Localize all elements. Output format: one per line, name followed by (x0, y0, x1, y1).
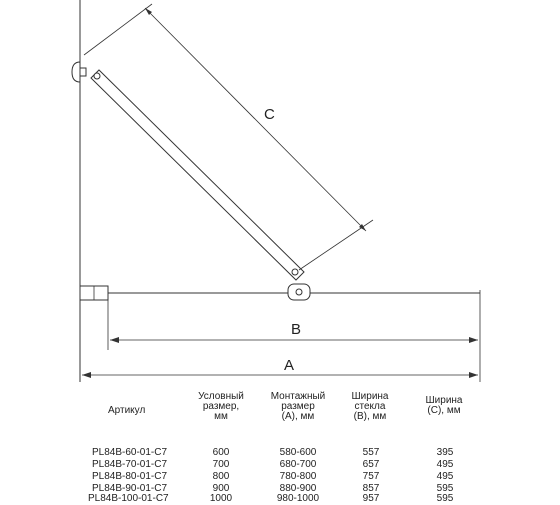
header-nominal-size: Условный размер, мм (198, 391, 244, 422)
cell-article: PL84B-80-01-C7 (92, 471, 168, 482)
cell-nominal: 1000 (209, 493, 233, 504)
cell-nominal: 800 (212, 471, 230, 482)
cell-width-c: 595 (436, 483, 454, 494)
dimension-a-label: A (284, 357, 295, 374)
cell-glass: 957 (362, 493, 380, 504)
dimension-c (84, 4, 373, 270)
cell-nominal: 900 (212, 483, 230, 494)
header-mounting-size: Монтажный размер (А), мм (270, 391, 326, 422)
cell-width-c: 495 (436, 459, 454, 470)
bottom-wall-profile (80, 286, 108, 300)
dimension-c-label: C (264, 106, 275, 123)
cell-article: PL84B-100-01-C7 (88, 493, 169, 504)
cell-width-c: 395 (436, 447, 454, 458)
cell-glass: 757 (362, 471, 380, 482)
dimension-b-label: B (291, 321, 302, 338)
cell-nominal: 700 (212, 459, 230, 470)
cell-width-c: 495 (436, 471, 454, 482)
cell-glass: 557 (362, 447, 380, 458)
cell-glass: 857 (362, 483, 380, 494)
cell-mounting: 680-700 (279, 459, 317, 470)
cell-mounting: 880-900 (279, 483, 317, 494)
cell-mounting: 780-800 (279, 471, 317, 482)
cell-article: PL84B-60-01-C7 (92, 447, 168, 458)
cell-article: PL84B-90-01-C7 (92, 483, 168, 494)
cell-mounting: 580-600 (279, 447, 317, 458)
bottom-hinge (288, 284, 310, 300)
header-article: Артикул (108, 405, 146, 416)
header-width-c: Ширина (С), мм (425, 395, 463, 416)
header-glass-width: Ширина стекла (В), мм (351, 391, 389, 422)
top-wall-hinge (72, 62, 86, 82)
cell-glass: 657 (362, 459, 380, 470)
open-door-panel (91, 70, 304, 280)
cell-width-c: 595 (436, 493, 454, 504)
cell-article: PL84B-70-01-C7 (92, 459, 168, 470)
cell-mounting: 980-1000 (276, 493, 320, 504)
cell-nominal: 600 (212, 447, 230, 458)
specification-table (0, 392, 560, 504)
dimension-a (82, 372, 478, 378)
